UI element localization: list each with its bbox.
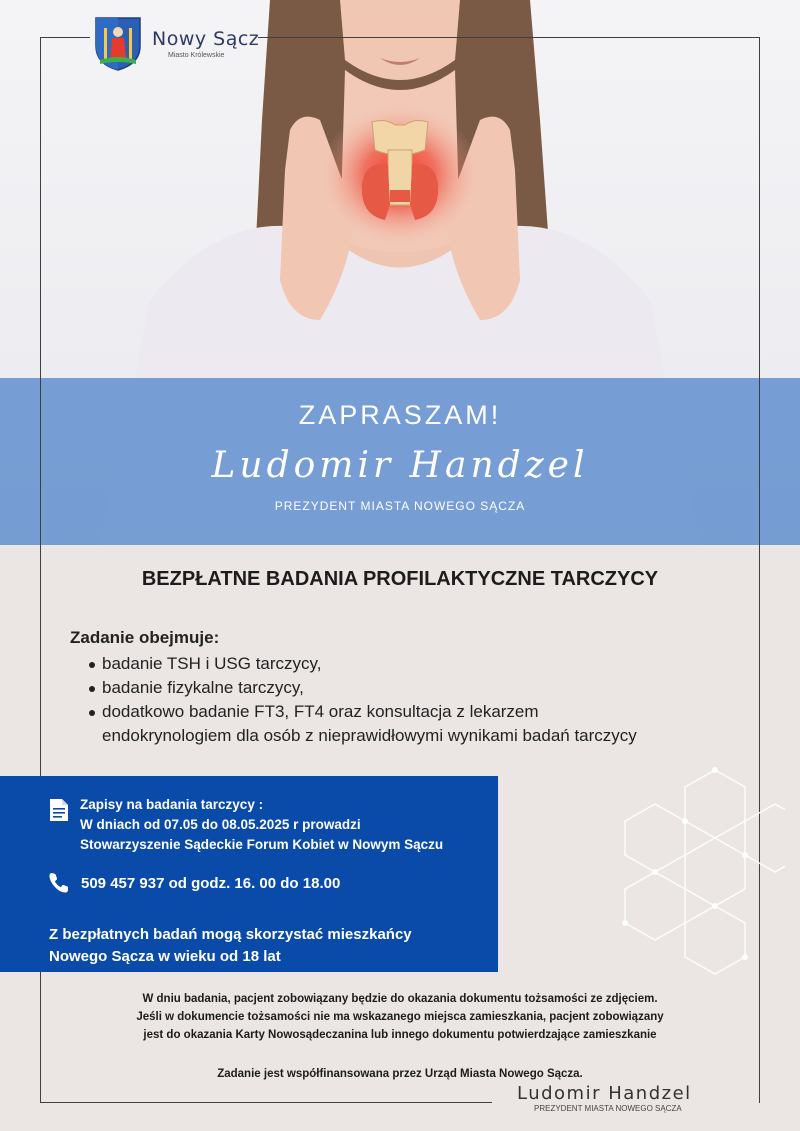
frame-line-top-left bbox=[40, 37, 90, 38]
list-item bbox=[72, 676, 637, 700]
document-icon bbox=[49, 798, 69, 822]
eligibility-info bbox=[49, 924, 412, 968]
phone-icon bbox=[47, 871, 71, 895]
city-coat-of-arms-icon bbox=[92, 14, 144, 72]
notice-line: W dniu badania, pacjent zobowiązany będzie do okazania dokumentu tożsamości ze zdjęciem. bbox=[142, 993, 658, 1005]
registration-line: Zapisy na badania tarczycy : bbox=[80, 797, 264, 812]
phone-number[interactable]: 509 457 937 od godz. 16. 00 do 18.00 bbox=[81, 875, 341, 892]
page-title: BEZPŁATNE BADANIA PROFILAKTYCZNE TARCZYCY bbox=[141, 568, 659, 590]
list-item bbox=[72, 700, 637, 748]
eligibility-line: Nowego Sącza w wieku od 18 lat bbox=[49, 948, 281, 965]
registration-line: Stowarzyszenie Sądeckie Forum Kobiet w Nowym Sączu bbox=[80, 837, 444, 852]
list-item-text: badanie TSH i USG tarczycy, bbox=[102, 654, 322, 673]
hexagon-decoration bbox=[585, 760, 785, 1010]
list-item-continuation: endokrynologiem dla osób z nieprawidłowymi wynikami badań tarczycy bbox=[102, 726, 637, 745]
invite-heading: ZAPRASZAM! bbox=[298, 400, 502, 430]
registration-line: W dniach od 07.05 do 08.05.2025 r prowadzi bbox=[80, 817, 361, 832]
tasks-list bbox=[72, 652, 637, 748]
thyroid-illustration bbox=[362, 121, 438, 220]
mayor-signature: Ludomir Handzel bbox=[211, 445, 589, 486]
tasks-heading: Zadanie obejmuje: bbox=[70, 628, 220, 647]
frame-line-top-right bbox=[258, 37, 760, 38]
notice-line: Jeśli w dokumencie tożsamości nie ma wskazanego miejsca zamieszkania, pacjent zobowiązany bbox=[136, 1011, 664, 1023]
notice-line: jest do okazania Karty Nowosądeczanina lub innego dokumentu potwierdzające zamieszkanie bbox=[143, 1029, 657, 1041]
frame-line-bottom bbox=[40, 1102, 492, 1103]
registration-info bbox=[80, 795, 443, 855]
eligibility-line: Z bezpłatnych badań mogą skorzystać mieszkańcy bbox=[49, 926, 412, 943]
cofinancing-note: Zadanie jest współfinansowana przez Urząd Miasta Nowego Sącza. bbox=[217, 1068, 583, 1080]
mayor-title: PREZYDENT MIASTA NOWEGO SĄCZA bbox=[274, 499, 526, 513]
list-item-text: badanie fizykalne tarczycy, bbox=[102, 678, 304, 697]
id-notice bbox=[0, 990, 800, 1044]
footer-signature-title: PREZYDENT MIASTA NOWEGO SĄCZA bbox=[534, 1104, 682, 1113]
list-item-text: dodatkowo badanie FT3, FT4 oraz konsultacja z lekarzem bbox=[102, 702, 539, 721]
list-item bbox=[72, 652, 637, 676]
city-subtitle: Miasto Królewskie bbox=[168, 52, 225, 59]
city-name: Nowy Sącz bbox=[152, 28, 260, 50]
footer-signature: Ludomir Handzel bbox=[517, 1083, 692, 1104]
